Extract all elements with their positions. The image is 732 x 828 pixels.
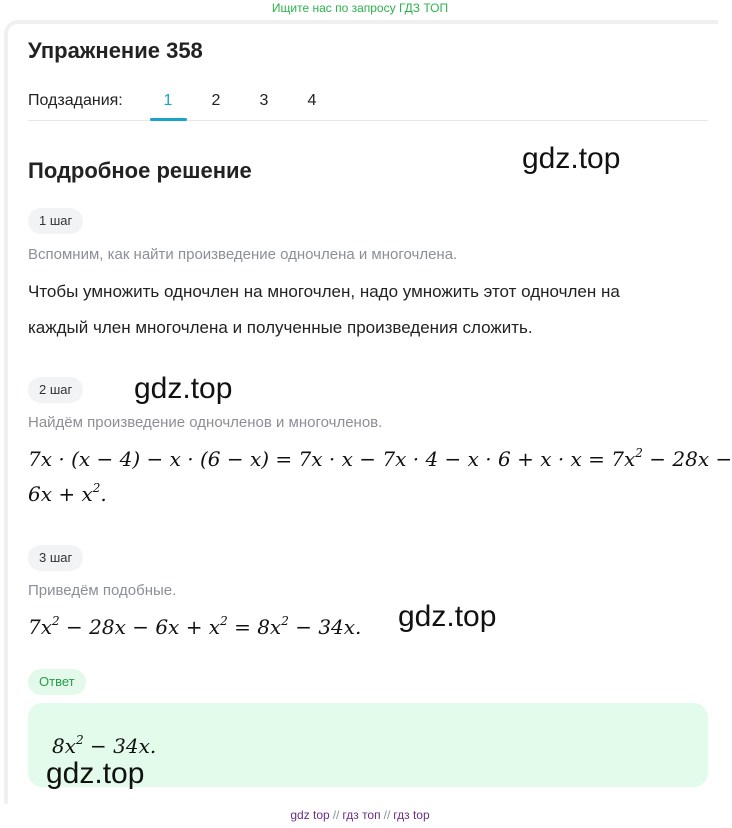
top-banner[interactable]: Ищите нас по запросу ГДЗ ТОП	[271, 1, 449, 15]
step-3-chip: 3 шаг	[28, 545, 83, 571]
subtasks-label: Подзадания:	[28, 92, 123, 109]
step-1-text-line-1: Чтобы умножить одночлен на многочлен, надо умножить этот одночлен на	[28, 282, 620, 301]
watermark: gdz.top	[46, 757, 145, 790]
tab-subtask-3[interactable]: 3	[259, 92, 269, 109]
tab-subtask-4[interactable]: 4	[307, 92, 317, 109]
tab-subtask-1[interactable]: 1	[163, 92, 173, 109]
watermark: gdz.top	[522, 142, 621, 175]
step-3-math: $7x^2 - 28x - 6x + x^2 = 8x^2 - 34x$.	[28, 614, 362, 639]
footer-link[interactable]: гдз top	[393, 808, 430, 822]
footer-separator: //	[383, 808, 391, 822]
page-title: Упражнение 358	[28, 38, 203, 63]
content-card	[4, 20, 718, 804]
step-3-hint: Приведём подобные.	[28, 582, 177, 599]
tab-subtask-2[interactable]: 2	[211, 92, 221, 109]
footer-link[interactable]: gdz top	[290, 808, 330, 822]
step-2-math-line-2: $6x + x^2$.	[28, 481, 107, 506]
footer-separator: //	[332, 808, 340, 822]
step-2-hint: Найдём произведение одночленов и многочленов.	[28, 414, 383, 431]
footer-links	[0, 808, 720, 822]
step-1-text-line-2: каждый член многочлена и полученные произведения сложить.	[28, 318, 533, 337]
active-tab-indicator	[150, 118, 187, 121]
footer-link[interactable]: гдз топ	[342, 808, 381, 822]
step-2-math-line-1: $7x \cdot (x - 4) - x \cdot (6 - x) = 7x \cdot x - 7x \cdot 4 - x \cdot 6 + x \cdot x = 7x^2 - 28x$ −	[28, 446, 732, 471]
watermark: gdz.top	[134, 372, 233, 405]
subtasks-bar	[28, 88, 708, 121]
answer-chip: Ответ	[28, 669, 86, 695]
answer-math: $8x^2 - 34x$.	[52, 733, 157, 758]
step-1-chip: 1 шаг	[28, 208, 83, 234]
watermark: gdz.top	[398, 600, 497, 633]
section-title: Подробное решение	[28, 158, 252, 183]
step-2-chip: 2 шаг	[28, 377, 83, 403]
step-1-hint: Вспомним, как найти произведение одночлена и многочлена.	[28, 246, 458, 263]
